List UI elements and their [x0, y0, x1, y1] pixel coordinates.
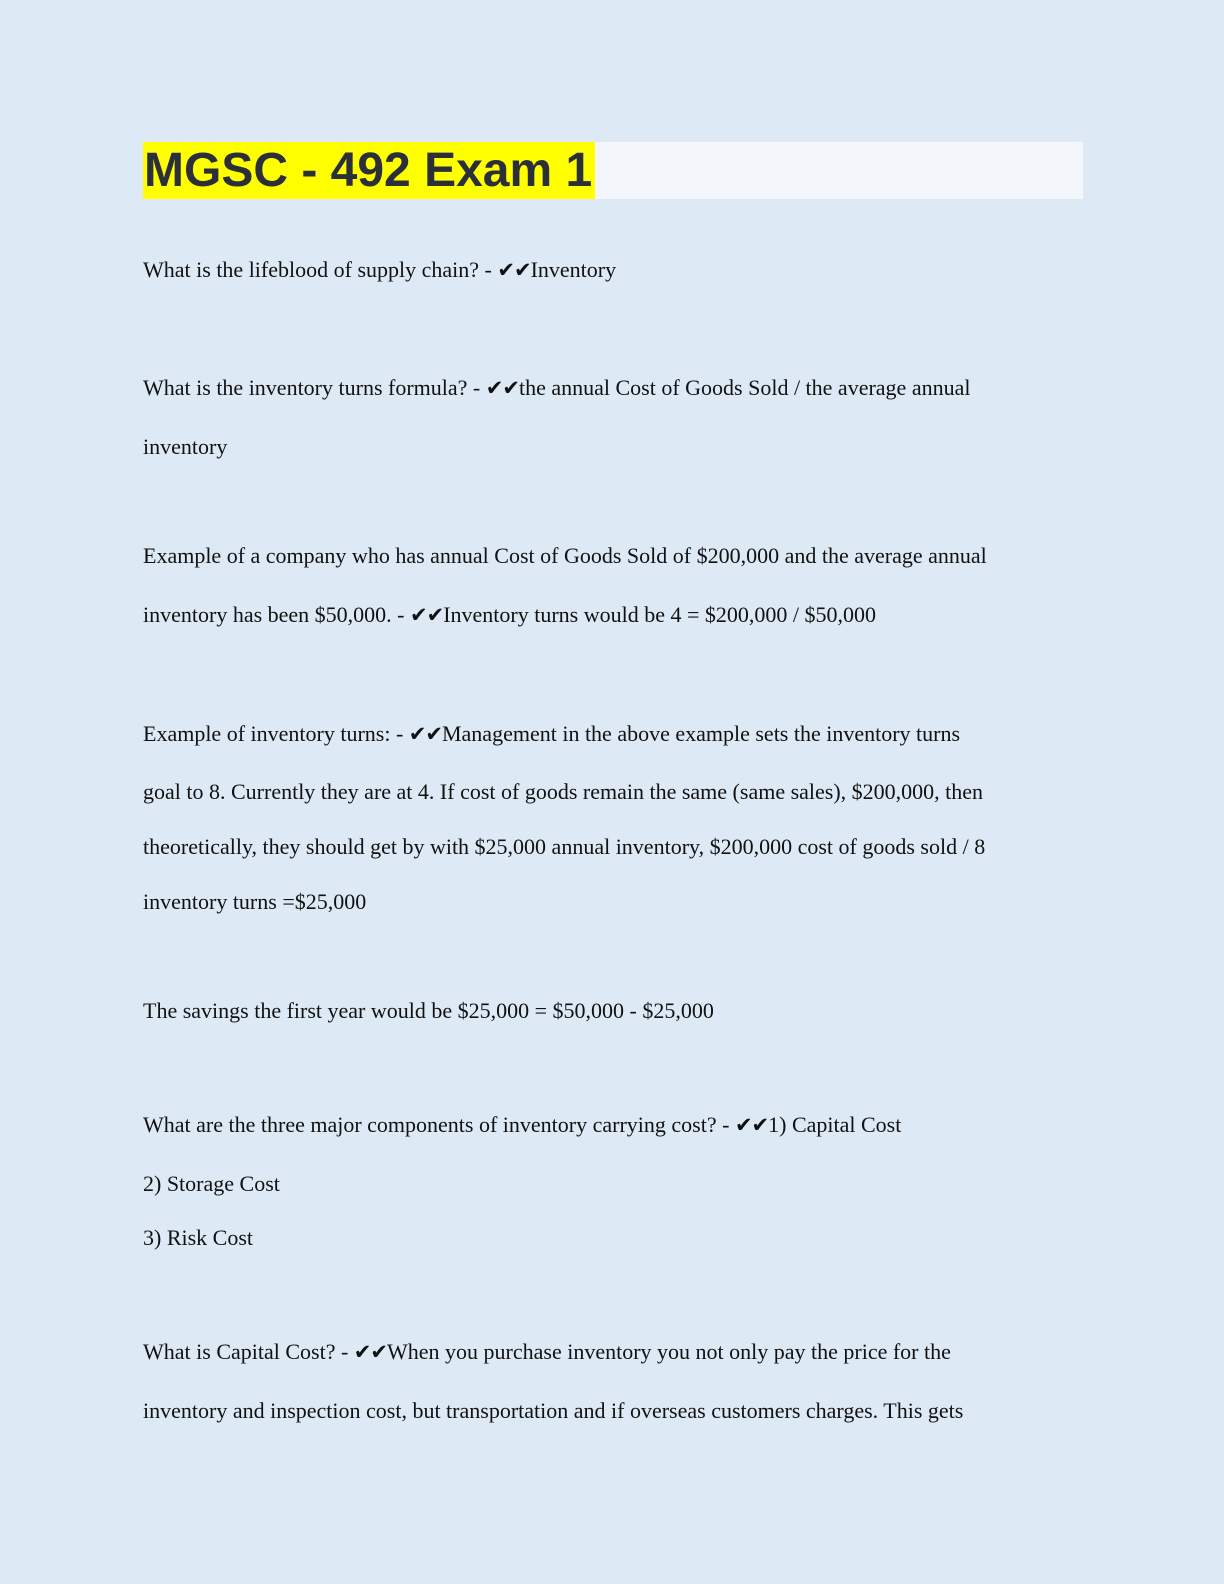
qa-line	[143, 721, 960, 747]
qa-line	[143, 1339, 951, 1365]
title-bar	[143, 142, 1083, 199]
question-text: Example of a company who has annual Cost of Goods Sold of $200,000 and the average annual	[143, 543, 987, 568]
answer-text: The savings the first year would be $25,000 = $50,000 - $25,000	[143, 998, 714, 1023]
qa-line	[143, 257, 616, 283]
question-text: What is the lifeblood of supply chain? -	[143, 257, 498, 282]
answer-text: When you purchase inventory you not only pay the price for the	[387, 1339, 951, 1364]
question-text: What are the three major components of inventory carrying cost? -	[143, 1112, 735, 1137]
answer-text: 3) Risk Cost	[143, 1225, 254, 1250]
answer-text: goal to 8. Currently they are at 4. If cost of goods remain the same (same sales), $200,000, then	[143, 779, 984, 804]
question-text: inventory has been $50,000. -	[143, 602, 410, 627]
question-text: Example of inventory turns: -	[143, 721, 409, 746]
double-check-icon: ✔✔	[408, 722, 442, 746]
answer-text: Inventory	[530, 257, 617, 282]
question-text: What is Capital Cost? -	[143, 1339, 354, 1364]
page-title: MGSC - 492 Exam 1	[143, 142, 595, 199]
double-check-icon: ✔✔	[497, 258, 531, 282]
answer-text: inventory and inspection cost, but transportation and if overseas customers charges. This gets	[143, 1398, 964, 1423]
double-check-icon: ✔✔	[353, 1340, 387, 1364]
answer-text: inventory	[143, 434, 228, 459]
answer-text: Management in the above example sets the inventory turns	[441, 721, 961, 746]
double-check-icon: ✔✔	[485, 376, 519, 400]
answer-text: inventory turns =$25,000	[143, 889, 367, 914]
question-text: What is the inventory turns formula? -	[143, 375, 486, 400]
answer-text: 2) Storage Cost	[143, 1171, 280, 1196]
answer-text: the annual Cost of Goods Sold / the average annual	[518, 375, 971, 400]
double-check-icon: ✔✔	[410, 603, 444, 627]
answer-text: theoretically, they should get by with $25,000 annual inventory, $200,000 cost of goods sold / 8	[143, 834, 986, 859]
answer-text: Inventory turns would be 4 = $200,000 / $50,000	[443, 602, 877, 627]
answer-text: 1) Capital Cost	[768, 1112, 902, 1137]
qa-line	[143, 1112, 901, 1138]
qa-line	[143, 602, 876, 628]
double-check-icon: ✔✔	[734, 1113, 769, 1137]
qa-line	[143, 375, 970, 401]
